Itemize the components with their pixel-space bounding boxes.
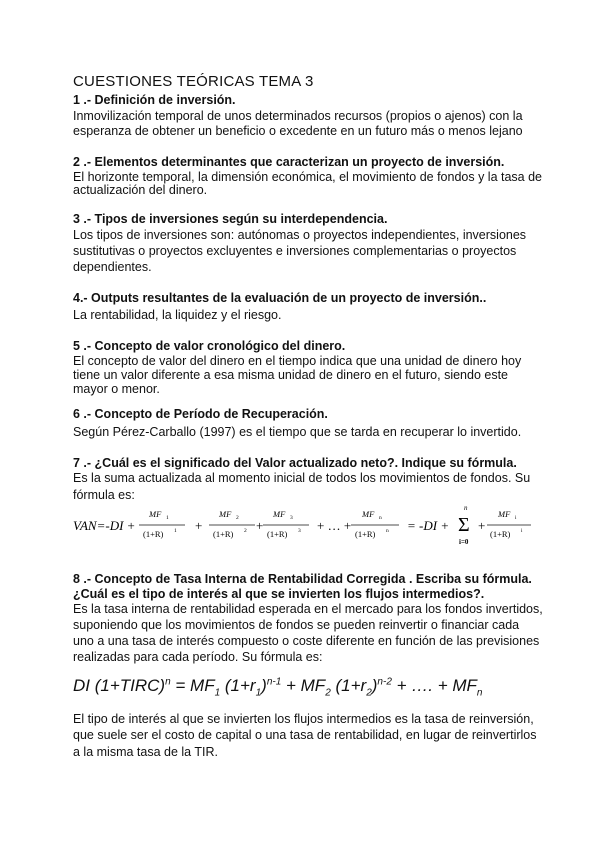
formula-numerator: MF bbox=[362, 509, 375, 519]
tirc-formula bbox=[73, 676, 482, 698]
closing-paragraph-line: El tipo de interés al que se invierten los flujos intermedios es la tasa de reinversión, bbox=[73, 712, 534, 726]
question-1-heading: 1 .- Definición de inversión. bbox=[73, 93, 236, 107]
question-8-answer-line: Es la tasa interna de rentabilidad esperada en el mercado para los fondos invertidos, bbox=[73, 602, 543, 616]
formula-subscript: i bbox=[515, 515, 517, 521]
question-3-answer-line: Los tipos de inversiones son: autónomas o proyectos independientes, inversiones bbox=[73, 228, 527, 242]
formula-denominator: (1+R) bbox=[213, 529, 234, 539]
question-4-answer-line: La rentabilidad, la liquidez y el riesgo. bbox=[73, 308, 282, 322]
question-4-heading: 4.- Outputs resultantes de la evaluación de un proyecto de inversión.. bbox=[73, 291, 487, 305]
tirc-formula-part: DI (1+TIRC) bbox=[73, 676, 166, 695]
question-6-answer-line: Según Pérez-Carballo (1997) es el tiempo que se tarda en recuperar lo invertido. bbox=[73, 425, 522, 439]
tirc-formula-part: ) bbox=[371, 676, 378, 695]
tirc-formula-exponent: n-2 bbox=[377, 676, 392, 688]
question-7-answer-line: Es la suma actualizada al momento inicial de todos los movimientos de fondos. Su bbox=[73, 471, 531, 485]
question-2-answer-line: El horizonte temporal, la dimensión económica, el movimiento de fondos y la tasa de bbox=[73, 170, 543, 184]
question-2-answer-line: actualización del dinero. bbox=[73, 183, 208, 197]
question-8-answer-line: suponiendo que los movimientos de fondos se pueden reinvertir o financiar cada bbox=[73, 618, 520, 632]
question-8-answer-line: uno a una tasa de interés compuesto o coste diferente en función de las previsiones bbox=[73, 634, 540, 648]
question-8-heading: ¿Cuál es el tipo de interés al que se invierten los flujos intermedios?. bbox=[73, 587, 485, 601]
question-5-answer-line: tiene un valor diferente a esa misma unidad de dinero en el futuro, siendo este bbox=[73, 368, 508, 382]
question-2-heading: 2 .- Elementos determinantes que caracterizan un proyecto de inversión. bbox=[73, 155, 505, 169]
closing-paragraph-line: que suele ser el costo de capital o una tasa de rentabilidad, en lugar de reinvertirlos bbox=[73, 728, 537, 742]
question-3-answer-line: sustitutivas o proyectos excluyentes e inversiones complementarias o proyectos bbox=[73, 244, 517, 258]
question-8-answer-line: realizadas para cada período. Su fórmula es: bbox=[73, 650, 323, 664]
question-5-heading: 5 .- Concepto de valor cronológico del dinero. bbox=[73, 339, 346, 353]
tirc-formula-exponent: n-1 bbox=[266, 676, 282, 688]
question-8-heading: 8 .- Concepto de Tasa Interna de Rentabilidad Corregida . Escriba su fórmula. bbox=[73, 572, 532, 586]
closing-paragraph-line: a la misma tasa de la TIR. bbox=[73, 745, 218, 759]
formula-exponent: 1 bbox=[174, 528, 177, 534]
sigma-upper-limit: n bbox=[464, 504, 468, 512]
tirc-formula-part: = MF bbox=[170, 676, 215, 695]
formula-denominator: (1+R) bbox=[490, 529, 511, 539]
tirc-formula-part: ) bbox=[261, 676, 267, 695]
question-1-answer-line: Inmovilización temporal de unos determinados recursos (propios o ajenos) con la bbox=[73, 109, 523, 123]
tirc-formula-part: + …. + MF bbox=[391, 676, 477, 695]
tirc-formula-part: (1+r bbox=[220, 676, 256, 695]
question-7-heading: 7 .- ¿Cuál es el significado del Valor actualizado neto?. Indique su fórmula. bbox=[73, 456, 517, 470]
formula-subscript: 2 bbox=[236, 515, 239, 521]
question-3-answer-line: dependientes. bbox=[73, 260, 152, 274]
tirc-formula-subscript: 1 bbox=[214, 687, 221, 699]
question-5-answer-line: El concepto de valor del dinero en el tiempo indica que una unidad de dinero hoy bbox=[73, 354, 522, 368]
formula-denominator: (1+R) bbox=[143, 529, 164, 539]
formula-denominator: (1+R) bbox=[267, 529, 288, 539]
tirc-formula-part: (1+r bbox=[330, 676, 367, 695]
tirc-formula-part: + MF bbox=[281, 676, 326, 695]
formula-numerator: MF bbox=[149, 509, 162, 519]
tirc-formula-exponent: n bbox=[165, 676, 171, 688]
formula-exponent: 3 bbox=[298, 528, 301, 534]
tirc-formula-subscript: 2 bbox=[366, 687, 372, 699]
formula-exponent: n bbox=[386, 528, 389, 534]
formula-equals: = -DI + bbox=[407, 518, 450, 533]
question-7-answer-line: fórmula es: bbox=[73, 488, 135, 502]
tirc-formula-subscript: 2 bbox=[325, 687, 331, 699]
formula-ellipsis: + … + bbox=[317, 518, 352, 533]
formula-plus: + bbox=[478, 518, 486, 533]
formula-exponent: 2 bbox=[244, 528, 247, 534]
van-formula-svg bbox=[73, 496, 533, 552]
formula-plus: + bbox=[256, 518, 264, 533]
tirc-formula-subscript: 1 bbox=[255, 687, 262, 699]
formula-subscript: 1 bbox=[166, 515, 169, 521]
document-title: CUESTIONES TEÓRICAS TEMA 3 bbox=[73, 73, 314, 90]
question-6-heading: 6 .- Concepto de Período de Recuperación. bbox=[73, 407, 328, 421]
sigma-lower-limit: i=0 bbox=[459, 538, 469, 546]
formula-plus: + bbox=[195, 518, 203, 533]
question-3-heading: 3 .- Tipos de inversiones según su interdependencia. bbox=[73, 212, 388, 226]
question-5-answer-line: mayor o menor. bbox=[73, 382, 160, 396]
formula-subscript: 3 bbox=[290, 515, 293, 521]
van-formula bbox=[73, 496, 533, 552]
formula-numerator: MF bbox=[273, 509, 286, 519]
formula-subscript: n bbox=[379, 515, 382, 521]
formula-lhs: VAN=-DI + bbox=[73, 518, 136, 533]
formula-numerator: MF bbox=[498, 509, 511, 519]
question-1-answer-line: esperanza de obtener un beneficio o excedente en un futuro más o menos lejano bbox=[73, 124, 523, 138]
formula-exponent: i bbox=[521, 528, 523, 534]
sigma-icon: Σ bbox=[458, 514, 470, 536]
formula-denominator: (1+R) bbox=[355, 529, 376, 539]
formula-numerator: MF bbox=[219, 509, 232, 519]
tirc-formula-subscript: n bbox=[476, 687, 483, 699]
